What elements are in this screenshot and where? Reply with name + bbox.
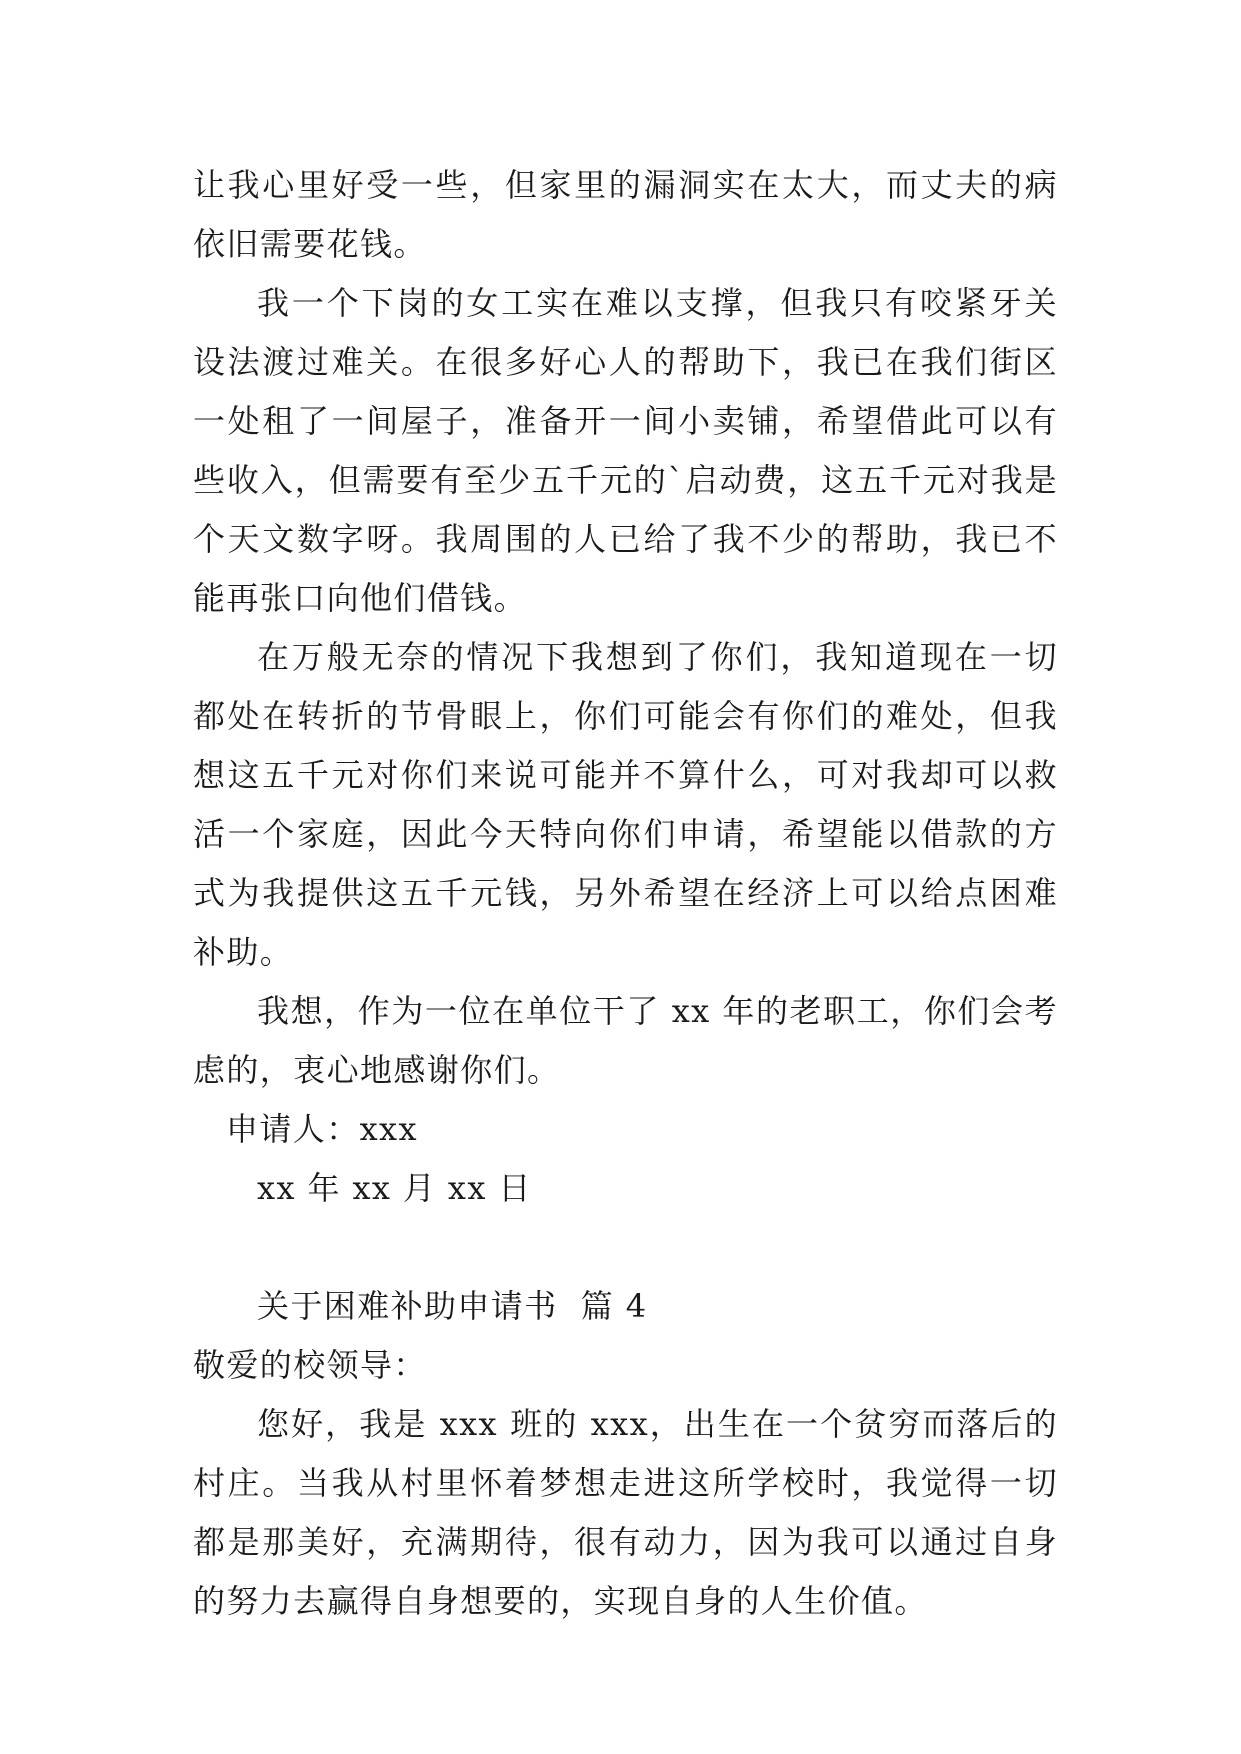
section-title: 关于困难补助申请书 篇 4 <box>257 1287 648 1325</box>
signer-line: 申请人：xxx <box>226 1110 418 1148</box>
paragraph-thanks: 我想，作为一位在单位干了 xx 年的老职工，你们会考虑的，衷心地感谢你们。 <box>193 992 1058 1089</box>
paragraph-request: 在万般无奈的情况下我想到了你们，我知道现在一切都处在转折的节骨眼上，你们可能会有你们的难处，但我想这五千元对你们来说可能并不算什么，可对我却可以救活一个家庭，因此今天特向你们申请，希望能以借款的方式为我提供这五千元钱，另外希望在经济上可以给点困难补助。 <box>193 638 1058 971</box>
salutation: 敬爱的校领导： <box>193 1346 427 1384</box>
paragraph-intro: 您好，我是 xxx 班的 xxx，出生在一个贫穷而落后的村庄。当我从村里怀着梦想走进这所学校时，我觉得一切都是那美好，充满期待，很有动力，因为我可以通过自身的努力去赢得自身想要的，实现自身的人生价值。 <box>193 1405 1058 1620</box>
date-line: xx 年 xx 月 xx 日 <box>257 1169 532 1207</box>
section-spacer <box>193 1218 1058 1277</box>
paragraph-continued: 让我心里好受一些，但家里的漏洞实在太大，而丈夫的病依旧需要花钱。 <box>193 166 1058 263</box>
paragraph-hardship: 我一个下岗的女工实在难以支撑，但我只有咬紧牙关设法渡过难关。在很多好心人的帮助下，我已在我们街区一处租了一间屋子，准备开一间小卖铺，希望借此可以有些收入，但需要有至少五千元的`启动费，这五千元对我是个天文数字呀。我周围的人已给了我不少的帮助，我已不能再张口向他们借钱。 <box>193 284 1058 617</box>
document-body <box>193 156 1058 1631</box>
